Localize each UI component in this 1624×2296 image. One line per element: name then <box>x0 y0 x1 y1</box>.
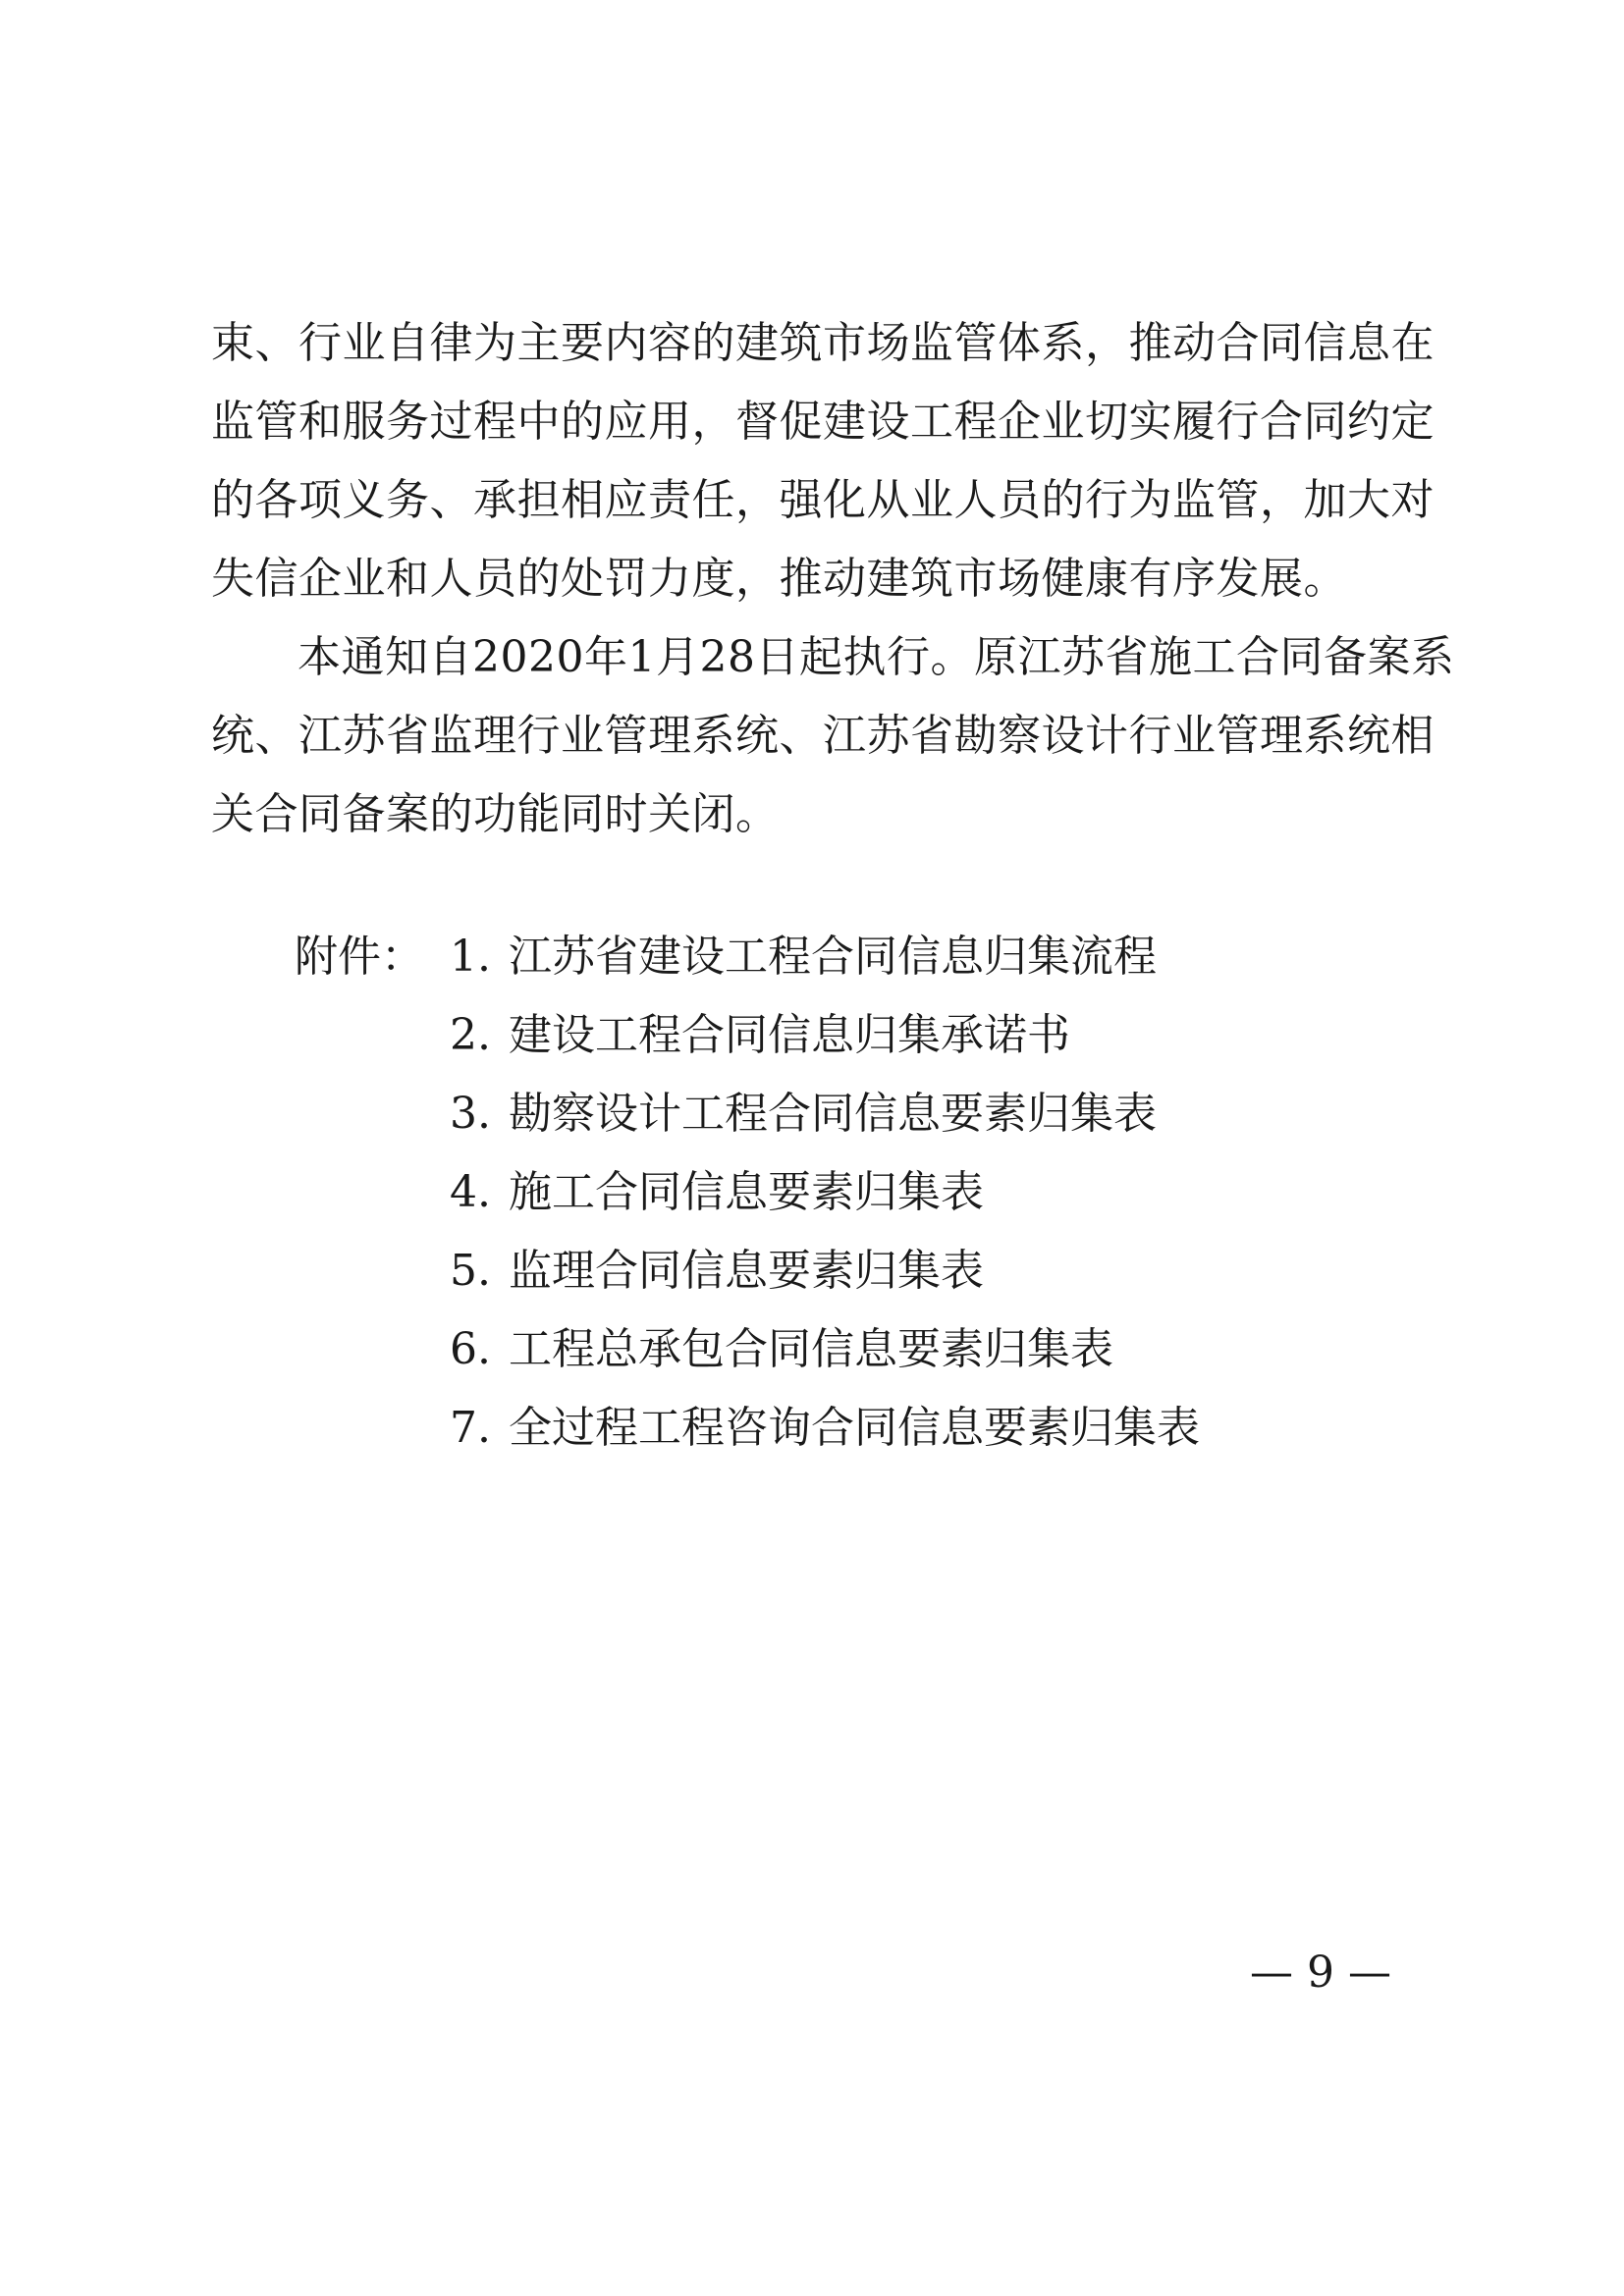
paragraph-2-line-2: 统、江苏省监理行业管理系统、江苏省勘察设计行业管理系统相 <box>211 711 1435 761</box>
attachment-number: 3. <box>450 1089 491 1139</box>
attachment-title: 建设工程合同信息归集承诺书 <box>509 1010 1070 1060</box>
list-item <box>295 1232 1375 1310</box>
attachment-title: 全过程工程咨询合同信息要素归集表 <box>509 1403 1200 1453</box>
attachment-title: 施工合同信息要素归集表 <box>509 1167 984 1217</box>
list-item <box>295 1075 1375 1153</box>
list-item <box>295 918 1375 996</box>
attachments-label: 附件： <box>295 932 424 982</box>
list-item <box>295 996 1375 1075</box>
attachment-title: 江苏省建设工程合同信息归集流程 <box>509 932 1157 982</box>
list-item <box>295 1389 1375 1468</box>
attachment-number: 7. <box>450 1403 491 1453</box>
page-number: — 9 — <box>1250 1948 1391 1998</box>
attachment-number: 4. <box>450 1167 491 1217</box>
body-text <box>211 304 1455 854</box>
attachment-number: 6. <box>450 1324 491 1374</box>
attachment-title: 勘察设计工程合同信息要素归集表 <box>509 1089 1157 1139</box>
attachment-number: 5. <box>450 1246 491 1296</box>
attachment-number: 1. <box>450 932 491 982</box>
paragraph-2-line-3: 关合同备案的功能同时关闭。 <box>211 789 780 839</box>
list-item <box>295 1310 1375 1389</box>
paragraph-1-line-3: 的各项义务、承担相应责任，强化从业人员的行为监管，加大对 <box>211 475 1435 525</box>
paragraph-1-line-4: 失信企业和人员的处罚力度，推动建筑市场健康有序发展。 <box>211 554 1347 604</box>
paragraph-1-line-2: 监管和服务过程中的应用，督促建设工程企业切实履行合同约定 <box>211 397 1435 447</box>
attachment-title: 工程总承包合同信息要素归集表 <box>509 1324 1113 1374</box>
paragraph-2-line-1: 本通知自2020年1月28日起执行。原江苏省施工合同备案系 <box>298 632 1455 682</box>
attachments-list <box>295 918 1375 1468</box>
attachment-title: 监理合同信息要素归集表 <box>509 1246 984 1296</box>
paragraph-1-line-1: 束、行业自律为主要内容的建筑市场监管体系，推动合同信息在 <box>211 318 1435 368</box>
list-item <box>295 1153 1375 1232</box>
attachment-number: 2. <box>450 1010 491 1060</box>
